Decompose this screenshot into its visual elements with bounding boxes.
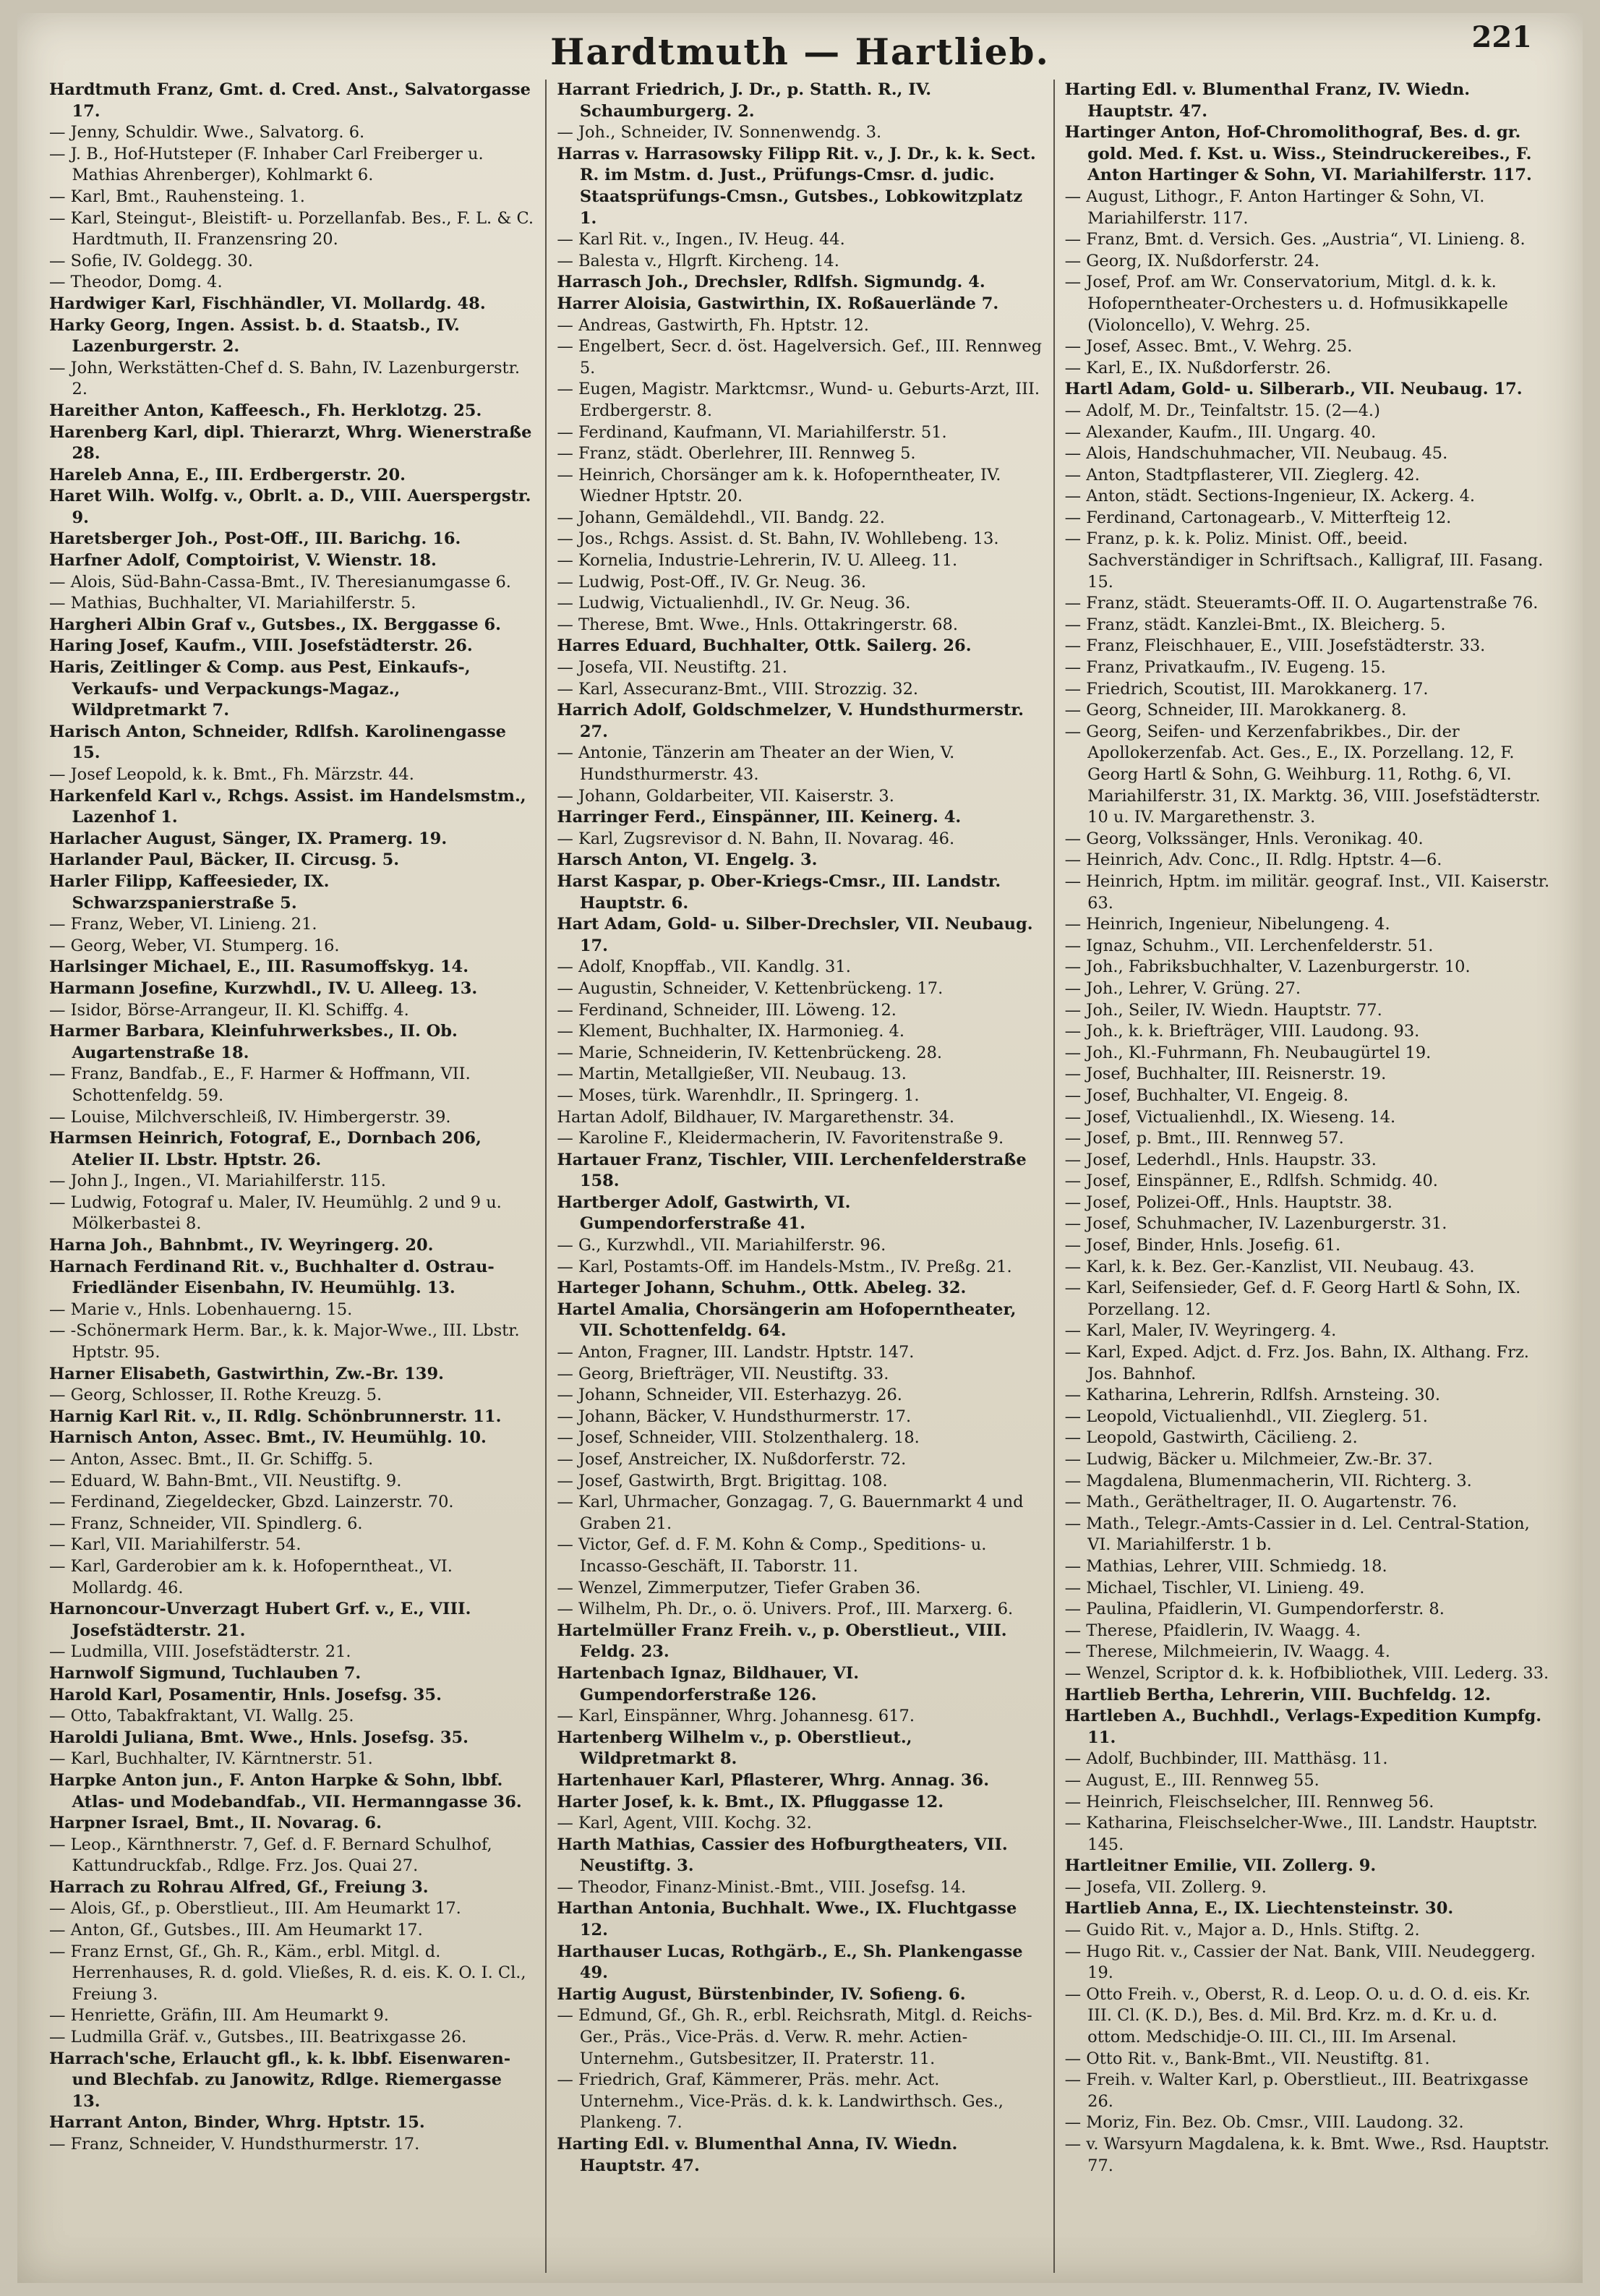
directory-entry: — Kornelia, Industrie-Lehrerin, IV. U. Alleeg. 11. (557, 551, 958, 571)
page-title: Hardtmuth — Hartlieb. (550, 30, 1050, 73)
directory-entry: — Andreas, Gastwirth, Fh. Hptstr. 12. (557, 315, 869, 335)
directory-entry: — Adolf, Knopffab., VII. Kandlg. 31. (557, 957, 851, 977)
directory-entry: — Franz Ernst, Gf., Gh. R., Käm., erbl. Mitgl. d. Herrenhauses, R. d. gold. Vließes, R. d. eis. K. O. I. Cl., Freiung 3. (49, 1942, 526, 2004)
directory-entry: — Johann, Schneider, VII. Esterhazyg. 26. (557, 1386, 902, 1405)
directory-entry: — Franz, Privatkaufm., IV. Eugeng. 15. (1064, 658, 1386, 678)
directory-entry: — Wenzel, Scriptor d. k. k. Hofbibliothek, VIII. Lederg. 33. (1064, 1663, 1549, 1683)
directory-entry: Harnisch Anton, Assec. Bmt., IV. Heumühlg. 10. (49, 1428, 487, 1448)
directory-entry: Harrant Anton, Binder, Whrg. Hptstr. 15. (49, 2113, 425, 2133)
directory-entry: Harth Mathias, Cassier des Hofburgtheaters, VII. Neustiftg. 3. (557, 1835, 1008, 1876)
directory-entry: — Hugo Rit. v., Cassier der Nat. Bank, VIII. Neudeggerg. 19. (1064, 1942, 1536, 1983)
directory-entry: — Theodor, Domg. 4. (49, 273, 223, 292)
directory-entry: Hareither Anton, Kaffeesch., Fh. Herklotzg. 25. (49, 401, 482, 420)
directory-entry: — Adolf, Buchbinder, III. Matthäsg. 11. (1064, 1749, 1388, 1769)
directory-entry: — Ludwig, Fotograf u. Maler, IV. Heumühlg. 2 und 9 u. Mölkerbastei 8. (49, 1192, 502, 1234)
directory-column-1 (39, 80, 547, 2273)
directory-entry: — Antonie, Tänzerin am Theater an der Wien, V. Hundsthurmerstr. 43. (557, 743, 955, 784)
directory-entry: — Joh., Lehrer, V. Grüng. 27. (1064, 978, 1301, 998)
directory-entry: Harnwolf Sigmund, Tuchlauben 7. (49, 1663, 362, 1683)
directory-entry: — Anton, städt. Sections-Ingenieur, IX. Ackerg. 4. (1064, 487, 1476, 506)
directory-entry: Harting Edl. v. Blumenthal Anna, IV. Wiedn. Hauptstr. 47. (557, 2135, 958, 2175)
directory-entry: — Josefa, VII. Neustiftg. 21. (557, 658, 787, 678)
directory-entry: — Johann, Goldarbeiter, VII. Kaiserstr. 3. (557, 786, 894, 806)
directory-entry: — Otto Freih. v., Oberst, R. d. Leop. O. u. d. O. d. eis. Kr. III. Cl. (K. D.), Bes. d. Mil. Brd. Krz. m. d. Kr. u. d. ottom. Medschidje-O. III. Cl., III. Im Arsenal. (1064, 1984, 1531, 2047)
directory-entry: — Friedrich, Graf, Kämmerer, Präs. mehr. Act. Unternehm., Vice-Präs. d. k. k. Landwirthsch. Ges., Plankeng. 7. (557, 2070, 1004, 2133)
directory-entry: Hartlieb Bertha, Lehrerin, VIII. Buchfeldg. 12. (1064, 1685, 1491, 1704)
directory-entry: Hartleitner Emilie, VII. Zollerg. 9. (1064, 1856, 1377, 1876)
directory-entry: — Victor, Gef. d. F. M. Kohn & Comp., Speditions- u. Incasso-Geschäft, II. Taborstr. 11. (557, 1535, 987, 1576)
directory-entry: Hartinger Anton, Hof-Chromolithograf, Bes. d. gr. gold. Med. f. Kst. u. Wiss., Steindruckereibes., F. Anton Hartinger & Sohn, VI. Mariahilferstr. 117. (1064, 123, 1532, 185)
directory-entry: Harfner Adolf, Comptoirist, V. Wienstr. 18. (49, 551, 437, 571)
directory-entry: — Josef, Schneider, VIII. Stolzenthalerg. 18. (557, 1428, 920, 1448)
directory-entry: — Karoline F., Kleidermacherin, IV. Favoritenstraße 9. (557, 1129, 1004, 1148)
directory-entry: — Franz, Schneider, VII. Spindlerg. 6. (49, 1514, 363, 1533)
directory-entry: Harres Eduard, Buchhalter, Ottk. Sailerg. 26. (557, 636, 972, 656)
directory-entry: — Moses, türk. Warenhdlr., II. Springerg. 1. (557, 1085, 920, 1105)
directory-entry: — Anton, Assec. Bmt., II. Gr. Schiffg. 5. (49, 1450, 374, 1469)
directory-entry: — Henriette, Gräfin, III. Am Heumarkt 9. (49, 2006, 389, 2026)
directory-entry: — Georg, Weber, VI. Stumperg. 16. (49, 936, 340, 955)
directory-entry: — John J., Ingen., VI. Mariahilferstr. 115. (49, 1172, 386, 1191)
directory-entry: — Adolf, M. Dr., Teinfaltstr. 15. (2—4.) (1064, 401, 1380, 420)
directory-entry: Harmann Josefine, Kurzwhdl., IV. U. Alleeg. 13. (49, 978, 478, 998)
directory-entry: Hartig August, Bürstenbinder, IV. Sofieng. 6. (557, 1984, 966, 2004)
directory-entry: Hargheri Albin Graf v., Gutsbes., IX. Berggasse 6. (49, 615, 501, 634)
directory-entry: — Ludwig, Bäcker u. Milchmeier, Zw.-Br. 37. (1064, 1450, 1433, 1469)
directory-entry: — Moriz, Fin. Bez. Ob. Cmsr., VIII. Laudong. 32. (1064, 2113, 1464, 2133)
directory-entry: — Freih. v. Walter Karl, p. Oberstlieut., III. Beatrixgasse 26. (1064, 2070, 1528, 2111)
directory-entry: — Franz, Weber, VI. Linieng. 21. (49, 915, 317, 934)
directory-entry: — Edmund, Gf., Gh. R., erbl. Reichsrath, Mitgl. d. Reichs-Ger., Präs., Vice-Präs. d. Verw. R. mehr. Actien-Unternehm., Gutsbesitzer, II. Praterstr. 11. (557, 2006, 1032, 2068)
directory-entry: — Leopold, Victualienhdl., VII. Zieglerg. 51. (1064, 1407, 1428, 1426)
directory-entry: Hardwiger Karl, Fischhändler, VI. Mollardg. 48. (49, 294, 486, 313)
directory-entry: Harthan Antonia, Buchhalt. Wwe., IX. Fluchtgasse 12. (557, 1899, 1017, 1940)
directory-entry: — Leopold, Gastwirth, Cäcilieng. 2. (1064, 1428, 1358, 1448)
directory-entry: — Isidor, Börse-Arrangeur, II. Kl. Schiffg. 4. (49, 1000, 409, 1020)
directory-entry: — Guido Rit. v., Major a. D., Hnls. Stiftg. 2. (1064, 1921, 1420, 1940)
directory-entry: Harst Kaspar, p. Ober-Kriegs-Cmsr., III. Landstr. Hauptstr. 6. (557, 871, 1001, 913)
directory-entry: Harrer Aloisia, Gastwirthin, IX. Roßauerlände 7. (557, 294, 999, 313)
directory-entry: — Ferdinand, Schneider, III. Löweng. 12. (557, 1000, 897, 1020)
directory-entry: — Josef, Lederhdl., Hnls. Haupstr. 33. (1064, 1150, 1377, 1169)
directory-entry: — Karl, Steingut-, Bleistift- u. Porzellanfab. Bes., F. L. & C. Hardtmuth, II. Franzensring 20. (49, 208, 534, 249)
directory-entry: — Franz, Fleischhauer, E., VIII. Josefstädterstr. 33. (1064, 636, 1486, 656)
directory-entry: Harlacher August, Sänger, IX. Pramerg. 19. (49, 829, 448, 848)
directory-entry: Hareleb Anna, E., III. Erdbergerstr. 20. (49, 465, 406, 485)
directory-entry: — Joh., Kl.-Fuhrmann, Fh. Neubaugürtel 19. (1064, 1043, 1432, 1062)
directory-entry: — Mathias, Buchhalter, VI. Mariahilferstr. 5. (49, 594, 416, 613)
directory-entry: Hartl Adam, Gold- u. Silberarb., VII. Neubaug. 17. (1064, 380, 1523, 399)
directory-entry: — Karl Rit. v., Ingen., IV. Heug. 44. (557, 230, 845, 249)
directory-entry: — Leop., Kärnthnerstr. 7, Gef. d. F. Bernard Schulhof, Kattundruckfab., Rdlge. Frz. Jos. Quai 27. (49, 1835, 492, 1876)
directory-entry: — Josef, Buchhalter, VI. Engeig. 8. (1064, 1085, 1349, 1105)
directory-entry: — Karl, Garderobier am k. k. Hofoperntheat., VI. Mollardg. 46. (49, 1556, 453, 1597)
directory-entry: — John, Werkstätten-Chef d. S. Bahn, IV. Lazenburgerstr. 2. (49, 358, 521, 399)
directory-entry: Harler Filipp, Kaffeesieder, IX. Schwarzspanierstraße 5. (49, 871, 330, 913)
directory-entry: Harmer Barbara, Kleinfuhrwerksbes., II. Ob. Augartenstraße 18. (49, 1022, 458, 1062)
directory-entry: — Karl, Uhrmacher, Gonzagag. 7, G. Bauernmarkt 4 und Graben 21. (557, 1493, 1024, 1533)
directory-entry: — Mathias, Lehrer, VIII. Schmiedg. 18. (1064, 1556, 1387, 1576)
directory-entry: — Franz, Schneider, V. Hundsthurmerstr. 17. (49, 2135, 420, 2154)
directory-entry: — Heinrich, Adv. Conc., II. Rdlg. Hptstr. 4—6. (1064, 850, 1442, 870)
directory-entry: Harlander Paul, Bäcker, II. Circusg. 5. (49, 850, 400, 870)
directory-entry: — Alois, Handschuhmacher, VII. Neubaug. 45. (1064, 444, 1448, 464)
directory-entry: — -Schönermark Herm. Bar., k. k. Major-Wwe., III. Lbstr. Hptstr. 95. (49, 1321, 520, 1362)
directory-entry: — Ludwig, Victualienhdl., IV. Gr. Neug. 36. (557, 594, 911, 613)
directory-entry: — Louise, Milchverschleiß, IV. Himbergerstr. 39. (49, 1107, 451, 1127)
directory-entry: Hart Adam, Gold- u. Silber-Drechsler, VII. Neubaug. 17. (557, 915, 1033, 955)
directory-entry: Hartenberg Wilhelm v., p. Oberstlieut., Wildpretmarkt 8. (557, 1728, 912, 1769)
directory-entry: — Otto, Tabakfraktant, VI. Wallg. 25. (49, 1707, 354, 1726)
directory-entry: — Josef, Polizei-Off., Hnls. Hauptstr. 38. (1064, 1192, 1392, 1212)
directory-entry: — Joh., Schneider, IV. Sonnenwendg. 3. (557, 123, 882, 142)
directory-entry: Harrich Adolf, Goldschmelzer, V. Hundsthurmerstr. 27. (557, 701, 1024, 741)
directory-entry: — Marie v., Hnls. Lobenhauerng. 15. (49, 1299, 353, 1319)
directory-entry: — Josef, Prof. am Wr. Conservatorium, Mitgl. d. k. k. Hofoperntheater-Orchesters u. d. Hofmusikkapelle (Violoncello), V. Wehrg. 25. (1064, 273, 1508, 335)
directory-entry: — Josef, p. Bmt., III. Rennweg 57. (1064, 1129, 1344, 1148)
directory-entry: — Joh., Fabriksbuchhalter, V. Lazenburgerstr. 10. (1064, 957, 1471, 977)
directory-entry: Harnoncour-Unverzagt Hubert Grf. v., E., VIII. Josefstädterstr. 21. (49, 1600, 471, 1640)
directory-entry: — Paulina, Pfaidlerin, VI. Gumpendorferstr. 8. (1064, 1600, 1445, 1619)
directory-entry: — Ferdinand, Kaufmann, VI. Mariahilferstr. 51. (557, 422, 947, 442)
directory-entry: — Karl, Maler, IV. Weyringerg. 4. (1064, 1321, 1337, 1341)
directory-entry: Harpner Israel, Bmt., II. Novarag. 6. (49, 1814, 382, 1833)
directory-entry: — Josef, Binder, Hnls. Josefig. 61. (1064, 1236, 1341, 1255)
directory-entry: — Ludwig, Post-Off., IV. Gr. Neug. 36. (557, 572, 867, 592)
directory-entry: — August, E., III. Rennweg 55. (1064, 1770, 1319, 1790)
directory-entry: — Ferdinand, Ziegeldecker, Gbzd. Lainzerstr. 70. (49, 1493, 454, 1512)
directory-entry: — Heinrich, Fleischselcher, III. Rennweg 56. (1064, 1792, 1434, 1811)
directory-entry: Harrasch Joh., Drechsler, Rdlfsh. Sigmundg. 4. (557, 273, 985, 292)
directory-entry: — Joh., k. k. Briefträger, VIII. Laudong. 93. (1064, 1022, 1420, 1041)
directory-entry: Harting Edl. v. Blumenthal Franz, IV. Wiedn. Hauptstr. 47. (1064, 80, 1471, 121)
directory-entry: Harmsen Heinrich, Fotograf, E., Dornbach 206, Atelier II. Lbstr. Hptstr. 26. (49, 1129, 482, 1169)
directory-entry: — Martin, Metallgießer, VII. Neubaug. 13. (557, 1064, 907, 1084)
directory-entry: — Math., Telegr.-Amts-Cassier in d. Lel. Central-Station, VI. Mariahilferstr. 1 b. (1064, 1514, 1530, 1555)
directory-column-2 (547, 80, 1054, 2273)
directory-entry: — August, Lithogr., F. Anton Hartinger & Sohn, VI. Mariahilferstr. 117. (1064, 187, 1485, 228)
directory-entry: Hartan Adolf, Bildhauer, IV. Margarethenstr. 34. (557, 1107, 954, 1127)
directory-entry: — Karl, Seifensieder, Gef. d. F. Georg Hartl & Sohn, IX. Porzellang. 12. (1064, 1279, 1521, 1319)
directory-entry: — Johann, Bäcker, V. Hundsthurmerstr. 17. (557, 1407, 912, 1426)
directory-entry: — Karl, Assecuranz-Bmt., VIII. Strozzig. 32. (557, 679, 919, 699)
directory-entry: — Augustin, Schneider, V. Kettenbrückeng. 17. (557, 978, 944, 998)
directory-entry: — Alois, Gf., p. Oberstlieut., III. Am Heumarkt 17. (49, 1899, 461, 1919)
directory-entry: — Johann, Gemäldehdl., VII. Bandg. 22. (557, 508, 885, 527)
directory-entry: — Karl, Bmt., Rauhensteing. 1. (49, 187, 305, 206)
directory-entry: — Math., Gerätheltrager, II. O. Augartenstr. 76. (1064, 1493, 1458, 1512)
directory-entry: — Josef, Anstreicher, IX. Nußdorferstr. 72. (557, 1450, 907, 1469)
directory-entry: Harsch Anton, VI. Engelg. 3. (557, 850, 818, 870)
directory-entry: — Jenny, Schuldir. Wwe., Salvatorg. 6. (49, 123, 365, 142)
directory-entry: — v. Warsyurn Magdalena, k. k. Bmt. Wwe., Rsd. Hauptstr. 77. (1064, 2135, 1549, 2175)
directory-entry: — Franz, städt. Steueramts-Off. II. O. Augartenstraße 76. (1064, 594, 1539, 613)
directory-entry: — Therese, Milchmeierin, IV. Waagg. 4. (1064, 1642, 1390, 1662)
directory-entry: — Karl, VII. Mariahilferstr. 54. (49, 1535, 301, 1555)
directory-entry: Hartberger Adolf, Gastwirth, VI. Gumpendorferstraße 41. (557, 1192, 851, 1234)
directory-entry: — Karl, Agent, VIII. Kochg. 32. (557, 1814, 812, 1833)
directory-entry: — J. B., Hof-Hutsteper (F. Inhaber Carl Freiberger u. Mathias Ahrenberger), Kohlmarkt 6. (49, 144, 484, 185)
directory-entry: — Franz, p. k. k. Poliz. Minist. Off., beeid. Sachverständiger in Schriftsach., Kalligraf, III. Fasang. 15. (1064, 529, 1544, 592)
directory-entry: — Otto Rit. v., Bank-Bmt., VII. Neustiftg. 81. (1064, 2049, 1430, 2068)
directory-entry: Harnach Ferdinand Rit. v., Buchhalter d. Ostrau-Friedländer Eisenbahn, IV. Heumühlg. 13. (49, 1257, 495, 1298)
directory-entry: Harna Joh., Bahnbmt., IV. Weyringerg. 20. (49, 1236, 434, 1255)
directory-entry: Harpke Anton jun., F. Anton Harpke & Sohn, lbbf. Atlas- und Modebandfab., VII. Hermanngasse 36. (49, 1770, 522, 1811)
directory-entry: — Heinrich, Ingenieur, Nibelungeng. 4. (1064, 915, 1390, 934)
directory-entry: — Wenzel, Zimmerputzer, Tiefer Graben 36. (557, 1578, 921, 1597)
directory-entry: — Josef, Victualienhdl., IX. Wieseng. 14. (1064, 1107, 1396, 1127)
directory-entry: — Georg, Schneider, III. Marokkanerg. 8. (1064, 701, 1407, 720)
directory-entry: — Anton, Stadtpflasterer, VII. Zieglerg. 42. (1064, 465, 1420, 485)
directory-entry: Harkenfeld Karl v., Rchgs. Assist. im Handelsmstm., Lazenhof 1. (49, 786, 526, 827)
directory-entry: — Katharina, Fleischselcher-Wwe., III. Landstr. Hauptstr. 145. (1064, 1814, 1538, 1854)
directory-entry: — Ludmilla Gräf. v., Gutsbes., III. Beatrixgasse 26. (49, 2028, 467, 2047)
directory-entry: Haris, Zeitlinger & Comp. aus Pest, Einkaufs-, Verkaufs- und Verpackungs-Magaz., Wildpretmarkt 7. (49, 658, 471, 720)
directory-entry: — Karl, k. k. Bez. Ger.-Kanzlist, VII. Neubaug. 43. (1064, 1257, 1475, 1276)
directory-entry: Haret Wilh. Wolfg. v., Obrlt. a. D., VIII. Auerspergstr. 9. (49, 487, 531, 527)
directory-entry: — Franz, Bandfab., E., F. Harmer & Hoffmann, VII. Schottenfeldg. 59. (49, 1064, 471, 1105)
directory-entry: Harteger Johann, Schuhm., Ottk. Abeleg. 32. (557, 1279, 967, 1298)
directory-entry: — Ferdinand, Cartonagearb., V. Mitterfteig 12. (1064, 508, 1452, 527)
directory-entry: Haroldi Juliana, Bmt. Wwe., Hnls. Josefsg. 35. (49, 1728, 469, 1747)
directory-entry: — Karl, Postamts-Off. im Handels-Mstm., IV. Preßg. 21. (557, 1257, 1012, 1276)
directory-entry: — Josef, Einspänner, E., Rdlfsh. Schmidg. 40. (1064, 1172, 1438, 1191)
directory-entry: Haretsberger Joh., Post-Off., III. Barichg. 16. (49, 529, 461, 549)
directory-entry: — Ignaz, Schuhm., VII. Lerchenfelderstr. 51. (1064, 936, 1434, 955)
directory-entry: — Therese, Pfaidlerin, IV. Waagg. 4. (1064, 1621, 1361, 1640)
directory-page (17, 13, 1583, 2283)
directory-entry: — Karl, Buchhalter, IV. Kärntnerstr. 51. (49, 1749, 373, 1769)
directory-entry: — Karl, Einspänner, Whrg. Johannesg. 617. (557, 1707, 915, 1726)
directory-entry: Harenberg Karl, dipl. Thierarzt, Whrg. Wienerstraße 28. (49, 422, 532, 464)
directory-entry: — Karl, Zugsrevisor d. N. Bahn, II. Novarag. 46. (557, 829, 955, 848)
directory-entry: Hartauer Franz, Tischler, VIII. Lerchenfelderstraße 158. (557, 1150, 1027, 1191)
directory-entry: — Josef, Assec. Bmt., V. Wehrg. 25. (1064, 337, 1353, 357)
directory-entry: — Sofie, IV. Goldegg. 30. (49, 251, 254, 270)
directory-entry: Harras v. Harrasowsky Filipp Rit. v., J. Dr., k. k. Sect. R. im Mstm. d. Just., Prüfungs-Cmsr. d. judic. Staatsprüfungs-Cmsn., Gutsbes., Lobkowitzplatz 1. (557, 144, 1036, 228)
directory-entry: — Michael, Tischler, VI. Linieng. 49. (1064, 1578, 1365, 1597)
directory-entry: Hardtmuth Franz, Gmt. d. Cred. Anst., Salvatorgasse 17. (49, 80, 531, 121)
directory-entry: — Theodor, Finanz-Minist.-Bmt., VIII. Josefsg. 14. (557, 1877, 967, 1897)
directory-entry: Harringer Ferd., Einspänner, III. Keinerg. 4. (557, 808, 962, 827)
directory-entry: Harrach'sche, Erlaucht gfl., k. k. lbbf. Eisenwaren- und Blechfab. zu Janowitz, Rdlge. Riemergasse 13. (49, 2049, 511, 2111)
directory-entry: — Franz, städt. Oberlehrer, III. Rennweg 5. (557, 444, 916, 464)
directory-entry: — Eugen, Magistr. Marktcmsr., Wund- u. Geburts-Arzt, III. Erdbergerstr. 8. (557, 380, 1040, 420)
directory-entry: Harner Elisabeth, Gastwirthin, Zw.-Br. 139. (49, 1364, 444, 1383)
directory-entry: Haring Josef, Kaufm., VIII. Josefstädterstr. 26. (49, 636, 473, 656)
directory-entry: Harthauser Lucas, Rothgärb., E., Sh. Plankengasse 49. (557, 1942, 1023, 1983)
directory-entry: — G., Kurzwhdl., VII. Mariahilferstr. 96. (557, 1236, 886, 1255)
directory-entry: — Balesta v., Hlgrft. Kircheng. 14. (557, 251, 839, 270)
directory-entry: — Karl, E., IX. Nußdorferstr. 26. (1064, 358, 1332, 377)
directory-entry: — Therese, Bmt. Wwe., Hnls. Ottakringerstr. 68. (557, 615, 959, 634)
directory-entry: — Ludmilla, VIII. Josefstädterstr. 21. (49, 1642, 351, 1662)
directory-entry: — Josef Leopold, k. k. Bmt., Fh. Märzstr. 44. (49, 765, 414, 784)
directory-entry: — Georg, Schlosser, II. Rothe Kreuzg. 5. (49, 1386, 382, 1405)
directory-entry: Harrach zu Rohrau Alfred, Gf., Freiung 3. (49, 1877, 429, 1897)
directory-column-3 (1055, 80, 1561, 2273)
directory-entry: — Franz, städt. Kanzlei-Bmt., IX. Bleicherg. 5. (1064, 615, 1446, 634)
directory-entry: — Georg, Briefträger, VII. Neustiftg. 33. (557, 1364, 889, 1383)
directory-entry: Hartelmüller Franz Freih. v., p. Oberstlieut., VIII. Feldg. 23. (557, 1621, 1007, 1662)
directory-entry: — Alexander, Kaufm., III. Ungarg. 40. (1064, 422, 1377, 442)
page-number: 221 (1471, 20, 1532, 54)
directory-entry: — Anton, Gf., Gutsbes., III. Am Heumarkt 17. (49, 1921, 423, 1940)
directory-entry: — Wilhelm, Ph. Dr., o. ö. Univers. Prof., III. Marxerg. 6. (557, 1600, 1014, 1619)
directory-entry: — Georg, Seifen- und Kerzenfabrikbes., Dir. der Apollokerzenfab. Act. Ges., E., IX. Porzellang. 12, F. Georg Hartl & Sohn, G. Weihburg. 11, Rothg. 6, VI. Mariahilferstr. 31, IX. Marktg. 36, VIII. Josefstädterstr. 10 u. IV. Margarethenstr. 3. (1064, 722, 1541, 827)
directory-entry: Harold Karl, Posamentir, Hnls. Josefsg. 35. (49, 1685, 442, 1704)
directory-entry: — Heinrich, Hptm. im militär. geograf. Inst., VII. Kaiserstr. 63. (1064, 871, 1550, 913)
directory-entry: — Engelbert, Secr. d. öst. Hagelversich. Gef., III. Rennweg 5. (557, 337, 1043, 377)
directory-entry: — Josef, Gastwirth, Brgt. Brigittag. 108. (557, 1471, 888, 1490)
directory-entry: Hartel Amalia, Chorsängerin am Hofoperntheater, VII. Schottenfeldg. 64. (557, 1299, 1017, 1341)
directory-entry: Harrant Friedrich, J. Dr., p. Statth. R., IV. Schaumburgerg. 2. (557, 80, 932, 121)
directory-entry: Hartlieb Anna, E., IX. Liechtensteinstr. 30. (1064, 1899, 1454, 1919)
directory-entry: — Josefa, VII. Zollerg. 9. (1064, 1877, 1267, 1897)
directory-entry: — Josef, Buchhalter, III. Reisnerstr. 19. (1064, 1064, 1387, 1084)
directory-entry: — Anton, Fragner, III. Landstr. Hptstr. 147. (557, 1343, 915, 1362)
directory-entry: — Franz, Bmt. d. Versich. Ges. „Austria“, VI. Linieng. 8. (1064, 230, 1526, 249)
directory-entry: — Joh., Seiler, IV. Wiedn. Hauptstr. 77. (1064, 1000, 1382, 1020)
directory-entry: — Jos., Rchgs. Assist. d. St. Bahn, IV. Wohllebeng. 13. (557, 529, 999, 549)
directory-entry: — Katharina, Lehrerin, Rdlfsh. Arnsteing. 30. (1064, 1386, 1440, 1405)
directory-entry: Harky Georg, Ingen. Assist. b. d. Staatsb., IV. Lazenburgerstr. 2. (49, 315, 460, 357)
directory-entry: — Klement, Buchhalter, IX. Harmonieg. 4. (557, 1022, 905, 1041)
directory-entry: Hartenbach Ignaz, Bildhauer, VI. Gumpendorferstraße 126. (557, 1663, 860, 1704)
directory-entry: — Georg, Volkssänger, Hnls. Veronikag. 40. (1064, 829, 1424, 848)
directory-entry: — Friedrich, Scoutist, III. Marokkanerg. 17. (1064, 679, 1429, 699)
page-header (17, 20, 1583, 78)
directory-entry: Harnig Karl Rit. v., II. Rdlg. Schönbrunnerstr. 11. (49, 1407, 502, 1426)
directory-entry: Harlsinger Michael, E., III. Rasumoffskyg. 14. (49, 957, 469, 977)
directory-entry: — Marie, Schneiderin, IV. Kettenbrückeng. 28. (557, 1043, 943, 1062)
directory-entry: — Georg, IX. Nußdorferstr. 24. (1064, 251, 1320, 270)
directory-entry: — Eduard, W. Bahn-Bmt., VII. Neustiftg. 9. (49, 1471, 402, 1490)
directory-entry: Harter Josef, k. k. Bmt., IX. Pfluggasse 12. (557, 1792, 944, 1811)
directory-entry: Hartleben A., Buchhdl., Verlags-Expedition Kumpfg. 11. (1064, 1707, 1542, 1747)
directory-entry: — Josef, Schuhmacher, IV. Lazenburgerstr. 31. (1064, 1214, 1447, 1234)
directory-entry: — Karl, Exped. Adjct. d. Frz. Jos. Bahn, IX. Althang. Frz. Jos. Bahnhof. (1064, 1343, 1529, 1383)
directory-entry: Hartenhauer Karl, Pflasterer, Whrg. Annag. 36. (557, 1770, 990, 1790)
directory-columns (39, 80, 1561, 2273)
directory-entry: — Heinrich, Chorsänger am k. k. Hofoperntheater, IV. Wiedner Hptstr. 20. (557, 465, 1001, 506)
directory-entry: — Alois, Süd-Bahn-Cassa-Bmt., IV. Theresianumgasse 6. (49, 572, 511, 592)
directory-entry: Harisch Anton, Schneider, Rdlfsh. Karolinengasse 15. (49, 722, 506, 763)
directory-entry: — Magdalena, Blumenmacherin, VII. Richterg. 3. (1064, 1471, 1472, 1490)
